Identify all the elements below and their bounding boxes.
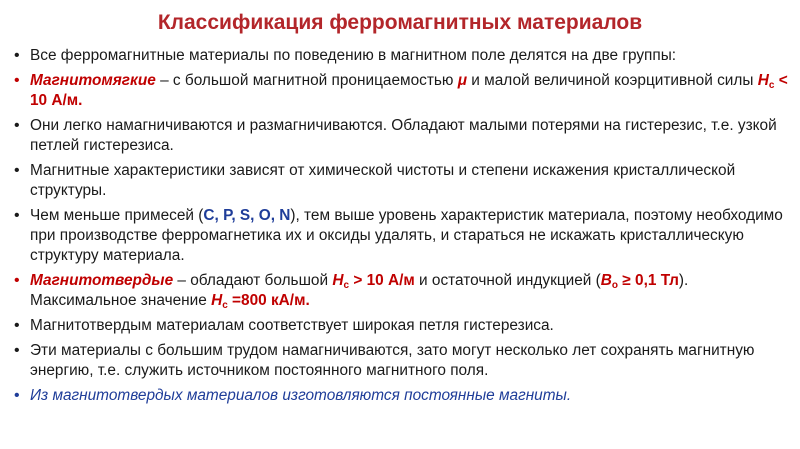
item-text: Чем меньше примесей (: [30, 207, 204, 224]
list-item: [14, 206, 790, 266]
list-item-soft-magnetic: [14, 71, 790, 111]
item-text: и малой величиной коэрцитивной силы: [467, 72, 758, 89]
value-hc: > 10 А/м: [349, 272, 415, 289]
bullet-icon: •: [14, 162, 20, 179]
bullet-icon: •: [14, 317, 20, 334]
chemical-elements: C, P, S, O, N: [203, 207, 291, 224]
item-text: Магнитотвердым материалам соответствует широкая петля гистерезиса.: [30, 317, 554, 334]
item-text: Эти материалы с большим трудом намагничиваются, зато могут несколько лет сохранять магнитную энергию, т.е. служить источником постоянного магнитного поля.: [30, 342, 755, 379]
bullet-icon: •: [14, 117, 20, 134]
item-text: Из магнитотвердых материалов изготовляются постоянные магниты.: [30, 387, 572, 404]
symbol-h-sub: c: [343, 280, 350, 291]
symbol-h-sub: c: [222, 300, 228, 311]
bullet-icon: •: [14, 72, 20, 89]
value-bo: ≥ 0,1 Тл: [618, 272, 679, 289]
symbol-b-sub: o: [611, 280, 619, 291]
bullet-icon: •: [14, 272, 20, 289]
list-item: [14, 316, 790, 336]
value-hc-max: =800 кА/м.: [227, 292, 310, 309]
item-text: и остаточной индукцией (: [414, 272, 601, 289]
bullet-icon: •: [14, 207, 20, 224]
item-text: Они легко намагничиваются и размагничиваются. Обладают малыми потерями на гистерезис, т.е. узкой петлей гистерезиса.: [30, 117, 777, 154]
slide-title: Классификация ферромагнитных материалов: [157, 11, 643, 34]
list-item: [14, 116, 790, 156]
term-soft-magnetic: Магнитомягкие: [30, 72, 156, 89]
item-text: ). Максимальное значение: [30, 272, 689, 309]
list-item: [14, 46, 790, 66]
symbol-b: B: [600, 272, 612, 289]
item-text: Магнитные характеристики зависят от химической чистоты и степени искажения кристаллической структуры.: [30, 162, 736, 199]
bullet-list: [14, 46, 790, 411]
bullet-icon: •: [14, 387, 20, 404]
item-text: – с большой магнитной проницаемостью: [155, 72, 458, 89]
symbol-h: H: [332, 272, 344, 289]
item-text: Все ферромагнитные материалы по поведению в магнитном поле делятся на две группы:: [30, 47, 677, 64]
symbol-mu: μ: [457, 72, 468, 89]
bullet-icon: •: [14, 47, 20, 64]
bullet-icon: •: [14, 342, 20, 359]
item-text: ), тем выше уровень характеристик материала, поэтому необходимо при производстве ферромагнетика их и оксиды удалять, и стараться не искажать кристаллическую структуру материала.: [30, 207, 783, 264]
list-item: [14, 341, 790, 381]
value-hc: < 10 А/м.: [30, 72, 788, 109]
item-text: – обладают большой: [173, 272, 333, 289]
list-item-permanent-magnets: [14, 386, 790, 406]
symbol-h: H: [757, 72, 769, 89]
term-hard-magnetic: Магнитотвердые: [30, 272, 174, 289]
list-item-hard-magnetic: [14, 271, 790, 311]
list-item: [14, 161, 790, 201]
symbol-h: H: [211, 292, 223, 309]
symbol-h-sub: c: [768, 80, 775, 91]
